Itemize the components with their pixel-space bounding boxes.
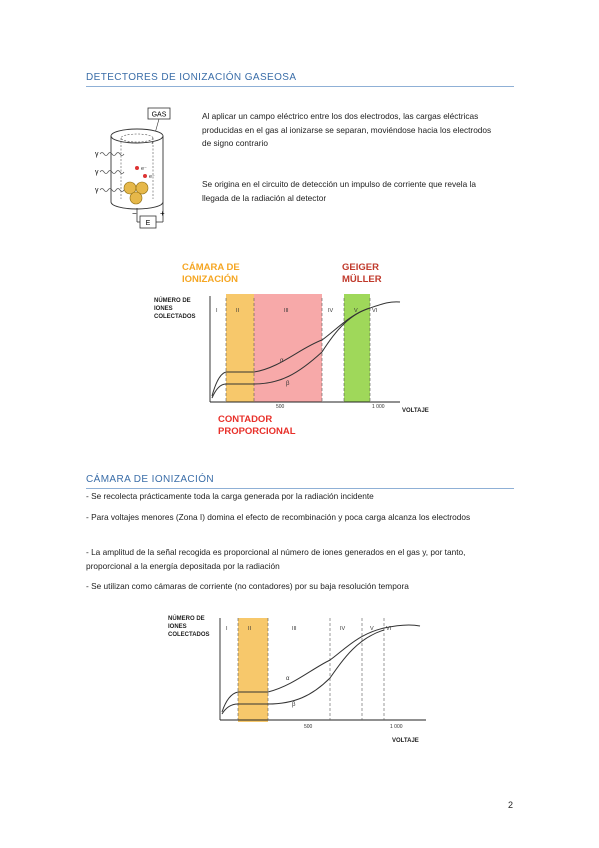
ion-regions-chart-colored bbox=[150, 256, 450, 446]
x-axis-label: VOLTAJE bbox=[392, 738, 419, 744]
region-II: II bbox=[236, 308, 240, 314]
gas-detector-diagram bbox=[90, 104, 190, 239]
label-contador: CONTADOR PROPORCIONAL bbox=[218, 414, 296, 437]
region-I: I bbox=[226, 626, 228, 632]
label-camara: CÁMARA DE IONIZACIÓN bbox=[182, 262, 240, 285]
gamma-symbol: γ bbox=[95, 151, 99, 158]
region-V: V bbox=[354, 308, 358, 314]
x-tick-1000: 1 000 bbox=[372, 404, 385, 410]
series-beta-label: β bbox=[292, 702, 296, 708]
region-V: V bbox=[370, 626, 374, 632]
paragraph-campo-electrico: Al aplicar un campo eléctrico entre los dos electrodos, las cargas eléctricas producidas en el gas al ionizarse se separan, moviéndose hacia los electrodos de signo contrario bbox=[202, 111, 492, 148]
region-III: III bbox=[284, 308, 289, 314]
svg-text:e⁻: e⁻ bbox=[141, 166, 147, 172]
region-camara-fill bbox=[238, 618, 268, 722]
y-axis-label: NÚMERO DE IONES COLECTADOS bbox=[168, 616, 210, 638]
gas-label: GAS bbox=[151, 111, 167, 119]
section-title-camara: CÁMARA DE IONIZACIÓN bbox=[86, 474, 514, 489]
label-geiger: GEIGER MÜLLER bbox=[342, 262, 382, 285]
page-number: 2 bbox=[507, 800, 513, 810]
region-I: I bbox=[216, 308, 218, 314]
region-III: III bbox=[292, 626, 297, 632]
x-tick-500: 500 bbox=[276, 404, 285, 410]
x-tick-500: 500 bbox=[304, 724, 313, 730]
bullet-recombinacion: - Para voltajes menores (Zona I) domina el efecto de recombinación y poca carga alcanza los electrodos bbox=[86, 512, 471, 522]
region-IV: IV bbox=[340, 626, 346, 632]
region-camara-fill bbox=[226, 294, 254, 402]
region-VI: VI bbox=[386, 626, 392, 632]
x-axis-label: VOLTAJE bbox=[402, 408, 429, 414]
gamma-symbol: γ bbox=[95, 187, 99, 194]
bullet-camaras-corriente: - Se utilizan como cámaras de corriente (no contadores) por su baja resolución tempora bbox=[86, 581, 409, 591]
ion-regions-chart-camara bbox=[164, 608, 444, 748]
region-II: II bbox=[248, 626, 252, 632]
y-axis-label: NÚMERO DE IONES COLECTADOS bbox=[154, 298, 196, 320]
region-IV: IV bbox=[328, 308, 334, 314]
series-alpha-label: α bbox=[286, 676, 290, 682]
section-title-detectores: DETECTORES DE IONIZACIÓN GASEOSA bbox=[86, 72, 514, 87]
svg-text:+: + bbox=[160, 209, 165, 218]
region-VI: VI bbox=[372, 308, 378, 314]
series-alpha-label: α bbox=[280, 358, 284, 364]
bullet-recolecta: - Se recolecta prácticamente toda la carga generada por la radiación incidente bbox=[86, 491, 374, 501]
svg-text:e⁻: e⁻ bbox=[149, 174, 155, 180]
gamma-symbol: γ bbox=[95, 169, 99, 176]
series-beta-label: β bbox=[286, 381, 290, 387]
x-tick-1000: 1 000 bbox=[390, 724, 403, 730]
svg-text:−: − bbox=[132, 209, 137, 218]
e-source-label: E bbox=[145, 220, 151, 227]
paragraph-impulso: Se origina en el circuito de detección un impulso de corriente que revela la llegada de la radiación al detector bbox=[202, 179, 476, 203]
bullet-amplitud: - La amplitud de la señal recogida es proporcional al número de iones generados en el gas y, por tanto, proporcional a la energía depositada por la radiación bbox=[86, 547, 466, 571]
